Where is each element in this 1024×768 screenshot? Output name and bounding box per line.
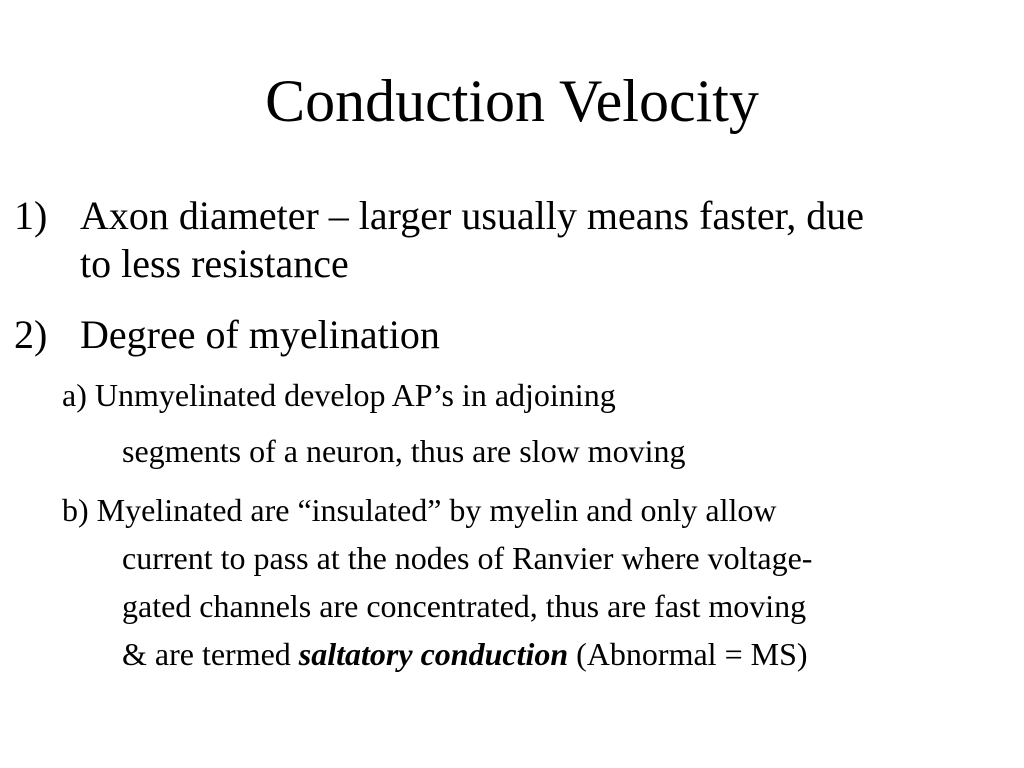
list-item-1-line-1: Axon diameter – larger usually means faster, due — [80, 193, 865, 238]
list-item-1-text — [80, 192, 864, 288]
subitem-b-line-3: gated channels are concentrated, thus are fast moving — [122, 588, 807, 624]
saltatory-conduction-term: saltatory conduction — [298, 636, 569, 672]
subitem-b-line-4-start: & are termed — [122, 636, 299, 672]
subitem-b-line-4 — [62, 630, 812, 678]
list-item-2-line-1: Degree of myelination — [80, 312, 440, 357]
subitem-b-line-1: b) Myelinated are “insulated” by myelin and only allow — [62, 492, 777, 528]
subitem-a-line-2: segments of a neuron, thus are slow moving — [122, 433, 686, 469]
list-item-1-number: 1) — [14, 193, 48, 238]
subitem-b — [62, 486, 812, 678]
subitem-b-line-2: current to pass at the nodes of Ranvier where voltage- — [122, 540, 813, 576]
slide-title: Conduction Velocity — [265, 68, 759, 134]
list-item-2-text — [80, 311, 440, 359]
subitem-b-line-4-end: (Abnormal = MS) — [568, 636, 808, 672]
subitem-a — [62, 371, 685, 475]
list-item-1-line-2: to less resistance — [80, 241, 349, 286]
list-item-2-number: 2) — [14, 312, 48, 357]
subitem-a-line-1: a) Unmyelinated develop AP’s in adjoining — [62, 377, 616, 413]
